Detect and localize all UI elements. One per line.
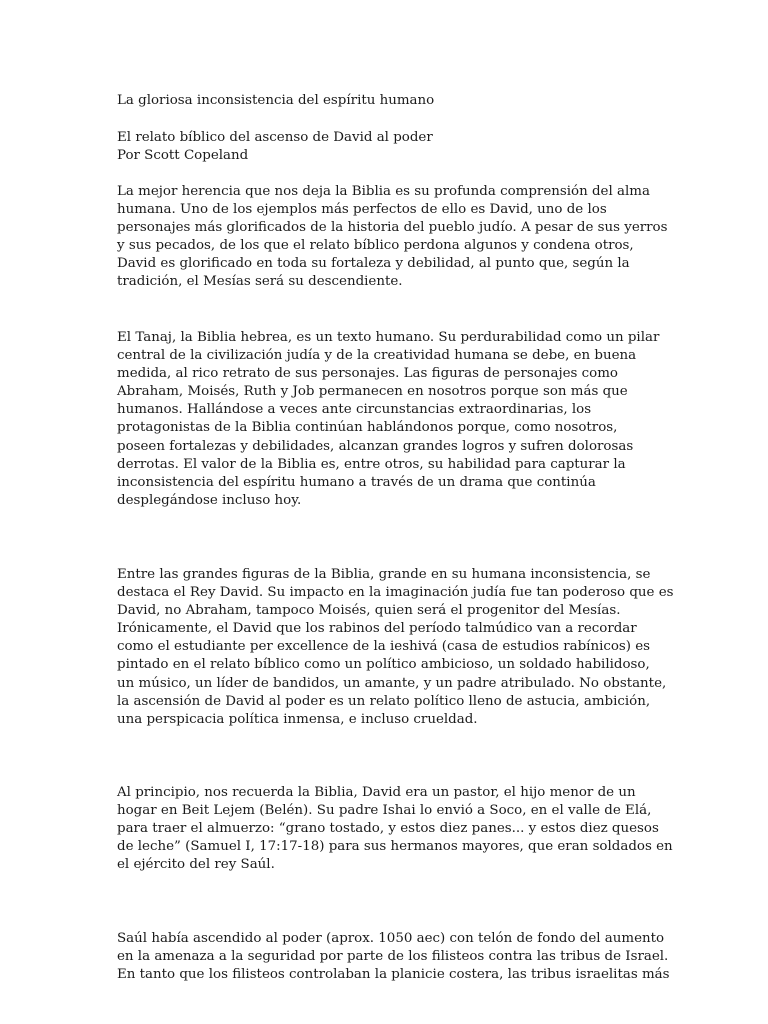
title-line: La gloriosa inconsistencia del espíritu humano [117,93,435,108]
paragraph-line: La mejor herencia que nos deja la Biblia es su profunda comprensión del alma [117,184,650,199]
byline-line: Por Scott Copeland [117,148,249,164]
paragraph-line: humana. Uno de los ejemplos más perfectos de ello es David, uno de los [117,202,607,218]
paragraph-line: Al principio, nos recuerda la Biblia, David era un pastor, el hijo menor de un [117,785,636,800]
paragraph-line: Irónicamente, el David que los rabinos del período talmúdico van a recordar [117,621,637,637]
paragraph-line: El Tanaj, la Biblia hebrea, es un texto humano. Su perdurabilidad como un pilar [117,330,660,345]
paragraph-line: un músico, un líder de bandidos, un amante, y un padre atribulado. No obstante, [117,675,667,691]
paragraph-line: y sus pecados, de los que el relato bíblico perdona algunos y condena otros, [117,238,634,254]
paragraph-line: personajes más glorificados de la historia del pueblo judío. A pesar de sus yerros [117,220,668,236]
paragraph-2 [117,329,660,510]
paragraph-5 [117,930,670,984]
paragraph-line: el ejército del rey Saúl. [117,857,275,873]
paragraph-line: pintado en el relato bíblico como un político ambicioso, un soldado habilidoso, [117,657,650,673]
paragraph-line: como el estudiante per excellence de la ieshivá (casa de estudios rabínicos) es [117,639,651,655]
paragraph-line: tradición, el Mesías será su descendiente. [117,274,403,290]
paragraph-line: central de la civilización judía y de la creatividad humana se debe, en buena [117,348,637,364]
document-heading [117,129,657,165]
paragraph-line: Entre las grandes figuras de la Biblia, grande en su humana inconsistencia, se [117,567,651,582]
paragraph-line: poseen fortalezas y debilidades, alcanzan grandes logros y sufren dolorosas [117,438,634,454]
paragraph-line: para traer el almuerzo: “grano tostado, y estos diez panes... y estos diez quesos [117,821,659,837]
paragraph-line: desplegándose incluso hoy. [117,492,302,508]
paragraph-line: En tanto que los filisteos controlaban la planicie costera, las tribus israelitas más [117,967,670,983]
paragraph-line: inconsistencia del espíritu humano a través de un drama que continúa [117,474,596,490]
paragraph-line: destaca el Rey David. Su impacto en la imaginación judía fue tan poderoso que es [117,585,674,601]
paragraph-line: Abraham, Moisés, Ruth y Job permanecen en nosotros porque son más que [117,384,628,400]
paragraph-4 [117,784,673,874]
paragraph-line: David es glorificado en toda su fortaleza y debilidad, al punto que, según la [117,256,630,272]
document-title [117,92,657,110]
paragraph-line: Saúl había ascendido al poder (aprox. 1050 aec) con telón de fondo del aumento [117,931,665,946]
paragraph-line: David, no Abraham, tampoco Moisés, quien será el progenitor del Mesías. [117,603,621,619]
paragraph-line: hogar en Beit Lejem (Belén). Su padre Ishai lo envió a Soco, en el valle de Elá, [117,803,652,819]
paragraph-line: medida, al rico retrato de sus personajes. Las figuras de personajes como [117,366,618,382]
paragraph-line: de leche” (Samuel I, 17:17-18) para sus hermanos mayores, que eran soldados en [117,839,673,855]
paragraph-line: una perspicacia política inmensa, e incluso crueldad. [117,711,478,727]
paragraph-line: protagonistas de la Biblia continúan hablándonos porque, como nosotros, [117,420,618,436]
paragraph-1 [117,183,668,292]
paragraph-line: la ascensión de David al poder es un relato político lleno de astucia, ambición, [117,693,651,709]
subtitle-line: El relato bíblico del ascenso de David al poder [117,130,433,145]
paragraph-line: derrotas. El valor de la Biblia es, entre otros, su habilidad para capturar la [117,456,626,472]
paragraph-3 [117,566,674,729]
paragraph-line: humanos. Hallándose a veces ante circunstancias extraordinarias, los [117,402,592,418]
paragraph-line: en la amenaza a la seguridad por parte de los filisteos contra las tribus de Israel. [117,949,669,965]
